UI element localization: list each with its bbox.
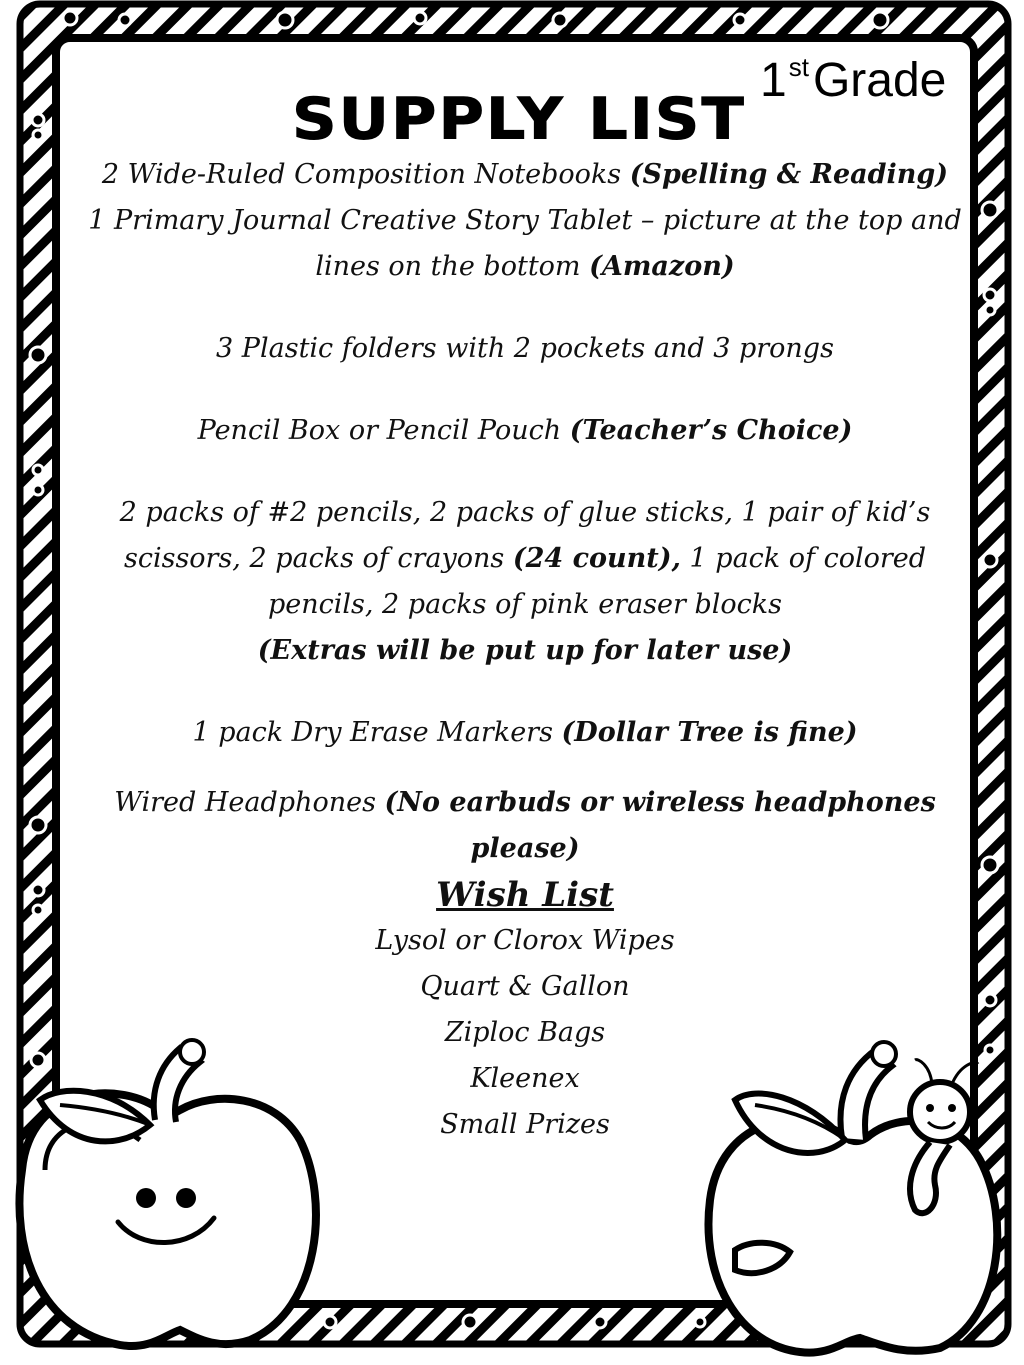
wish-list-title: Wish List: [436, 875, 614, 915]
border-dot: [30, 817, 46, 833]
supply-item-note: (Amazon): [589, 251, 735, 282]
supply-item-headphones: [80, 780, 970, 872]
supply-item-note: (No earbuds or wireless headphones please): [384, 787, 936, 864]
grade-word: Grade: [812, 54, 947, 107]
border-dot: [33, 465, 43, 475]
wish-list-item: Quart & Gallon: [420, 971, 630, 1002]
border-dot: [985, 305, 995, 315]
border-dot: [984, 289, 996, 301]
supply-item-note: (Teacher’s Choice): [569, 415, 853, 446]
border-dot: [32, 114, 44, 126]
border-dot: [982, 202, 998, 218]
border-dot: [872, 12, 888, 28]
supply-item-text: 2 packs of #2 pencils, 2 packs of glue sticks, 1 pair of kid’s scissors, 2 packs of crayons: [119, 497, 931, 574]
wish-list-item: Lysol or Clorox Wipes: [375, 925, 675, 956]
border-dot: [119, 14, 131, 26]
supply-item-text: Wired Headphones: [114, 787, 385, 818]
border-dot: [33, 485, 43, 495]
supply-item-pencils-crayons: [80, 490, 970, 628]
supply-item-note: (Dollar Tree is fine): [561, 717, 858, 748]
border-dot: [277, 12, 293, 28]
border-dot: [63, 11, 77, 25]
supply-item-text: 2 Wide-Ruled Composition Notebooks: [101, 159, 630, 190]
border-dot: [984, 994, 996, 1006]
supply-item-text: 1 pack Dry Erase Markers: [192, 717, 562, 748]
wish-list-item: Kleenex: [470, 1063, 580, 1094]
border-dot: [414, 12, 426, 24]
grade-number: 1: [760, 54, 787, 107]
supply-item-notebooks: [80, 152, 970, 198]
border-dot: [33, 130, 43, 140]
grade-suffix: st: [788, 52, 809, 82]
grade-label: [760, 52, 946, 108]
wish-list-item: Ziploc Bags: [444, 1017, 606, 1048]
border-dot: [734, 14, 746, 26]
supply-item-note: (Spelling & Reading): [629, 159, 949, 190]
wish-list: [80, 918, 970, 1148]
supply-item-text: Pencil Box or Pencil Pouch: [197, 415, 570, 446]
supply-item-journal: [80, 198, 970, 290]
border-dot: [324, 1316, 336, 1328]
supply-item-note: (24 count),: [512, 543, 681, 574]
border-dot: [553, 13, 567, 27]
border-dot: [594, 1316, 606, 1328]
border-dot: [982, 857, 998, 873]
supply-list-body: [80, 152, 970, 1148]
supply-item-markers: [80, 710, 970, 756]
border-dot: [30, 347, 46, 363]
border-dot: [985, 1045, 995, 1055]
border-dot: [983, 553, 997, 567]
wish-list-item: Small Prizes: [440, 1109, 610, 1140]
border-dot: [33, 905, 43, 915]
supply-item-folders: [80, 326, 970, 372]
supply-item-extras-note: [80, 628, 970, 674]
supply-item-text: 3 Plastic folders with 2 pockets and 3 prongs: [216, 333, 834, 364]
supply-item-text: 1 pack of colored pencils, 2 packs of pink eraser blocks: [267, 543, 927, 620]
supply-item-pencil-box: [80, 408, 970, 454]
border-dot: [463, 1315, 477, 1329]
page-title: SUPPLY LIST: [292, 84, 746, 153]
supply-item-note: (Extras will be put up for later use): [257, 635, 793, 666]
supply-item-text: 1 Primary Journal Creative Story Tablet – picture at the top and lines on the bottom: [88, 205, 962, 282]
border-dot: [695, 1317, 705, 1327]
border-dot: [31, 1053, 45, 1067]
border-dot: [32, 884, 44, 896]
